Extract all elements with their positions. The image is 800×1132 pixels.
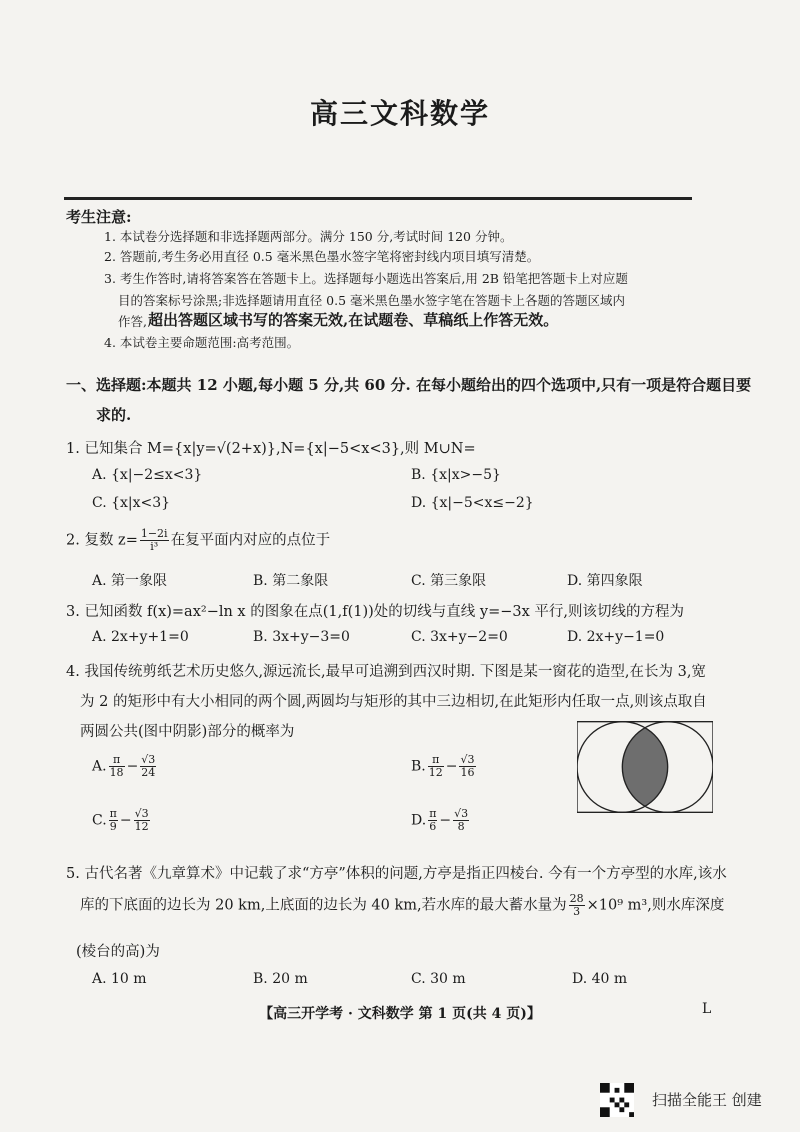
page-footer: 【高三开学考 · 文科数学 第 1 页(共 4 页)】 [259,1006,541,1022]
notice-item-3-cont2: 作答, [118,314,147,329]
qr-code-icon [600,1083,634,1117]
section-heading-cont: 求的. [96,406,132,424]
option-a-fraction-1 [109,754,125,779]
option-c-den-2: 12 [134,820,149,833]
question-2-suffix: 在复平面内对应的点位于 [170,532,331,549]
question-5-option-b: B. 20 m [253,971,308,987]
question-4-option-b-label: B. [411,758,426,775]
question-2-option-a: A. 第一象限 [92,573,168,589]
question-5-fraction [569,893,585,918]
question-2-prefix: 2. 复数 z= [66,532,138,549]
question-3-option-b: B. 3x+y−3=0 [253,629,350,645]
question-5-line-2b: ×10⁹ m³,则水库深度 [586,897,725,914]
question-3-stem: 3. 已知函数 f(x)=ax²−ln x 的图象在点(1,f(1))处的切线与直线 y=−3x 平行,则该切线的方程为 [66,604,684,620]
question-5-line-2a: 库的下底面的边长为 20 km,上底面的边长为 40 km,若水库的最大蓄水量为 [80,897,567,914]
question-5-denominator: 3 [573,905,581,918]
question-2-option-d: D. 第四象限 [567,573,643,589]
option-d-fraction-2 [453,808,469,833]
option-d-fraction-1 [428,808,437,833]
question-3-option-a: A. 2x+y+1=0 [92,629,189,645]
option-c-fraction-1 [109,808,118,833]
question-5-line-1: 5. 古代名著《九章算术》中记载了求“方亭”体积的问题,方亭是指正四棱台. 今有一个方亭型的水库,该水 [66,866,727,882]
corner-mark: L [702,1001,712,1017]
question-4-option-b: B. $\frac{\pi}{12}$ − $\frac{√3}{16}$ [411,753,475,779]
question-4-option-a: A. $\frac{\pi}{18}$ − $\frac{√3}{24}$ [92,753,156,779]
option-d-den-1: 6 [429,820,437,833]
question-2-option-b: B. 第二象限 [253,573,329,589]
notice-item-4: 4. 本试卷主要命题范围:高考范围。 [104,335,300,350]
question-4-option-c: C. $\frac{\pi}{9}$ − $\frac{√3}{12}$ [92,807,149,833]
question-3-option-c: C. 3x+y−2=0 [411,629,508,645]
question-5-option-c: C. 30 m [411,971,466,987]
option-b-den-2: 16 [460,766,475,779]
question-1-option-c: C. {x|x<3} [92,495,171,511]
option-c-fraction-2 [134,808,150,833]
question-4-line-2: 为 2 的矩形中有大小相同的两个圆,两圆均与矩形的其中三边相切,在此矩形内任取一点,则该点取自 [80,694,707,710]
question-4-option-c-label: C. [92,812,107,829]
option-c-root3: √3 [134,807,149,820]
option-d-root3: √3 [454,807,469,820]
option-a-fraction-2 [140,754,156,779]
question-1-option-a: A. {x|−2≤x<3} [92,467,203,483]
option-a-den-1: 18 [109,766,124,779]
question-2-numerator: 1−2i [140,527,168,540]
question-4-line-3: 两圆公共(图中阴影)部分的概率为 [80,724,295,740]
question-2-fraction [140,528,169,553]
option-d-den-2: 8 [457,820,465,833]
question-5-line-3: (棱台的高)为 [76,944,160,960]
question-2-stem [66,528,330,553]
question-5-option-a: A. 10 m [92,971,147,987]
option-a-pi: π [109,754,125,767]
question-1-option-d: D. {x|−5<x≤−2} [411,495,534,511]
option-b-root3: √3 [460,753,475,766]
window-flower-figure [577,721,713,813]
option-a-root3: √3 [141,753,156,766]
option-c-pi: π [109,807,117,820]
question-4-line-1: 4. 我国传统剪纸艺术历史悠久,源远流长,最早可追溯到西汉时期. 下图是某一窗花的造型,在长为 3,宽 [66,664,706,680]
notice-emphasis: 超出答题区域书写的答案无效,在试题卷、草稿纸上作答无效。 [148,311,559,329]
option-a-den-2: 24 [141,766,156,779]
question-5-option-d: D. 40 m [572,971,628,987]
notice-item-3-cont: 目的答案标号涂黑;非选择题请用直径 0.5 毫米黑色墨水签字笔在答题卡上各题的答题区域内 [118,293,626,308]
question-1-option-b: B. {x|x>−5} [411,467,501,483]
notice-heading: 考生注意: [66,208,132,226]
question-4-option-d-label: D. [411,812,427,829]
question-3-option-d: D. 2x+y−1=0 [567,629,665,645]
question-1-stem: 1. 已知集合 M={x|y=√(2+x)},N={x|−5<x<3},则 M∪N= [66,441,476,457]
option-d-pi: π [429,807,437,820]
question-2-option-c: C. 第三象限 [411,573,487,589]
question-2-denominator: i³ [150,540,159,553]
section-heading: 一、选择题:本题共 12 小题,每小题 5 分,共 60 分. 在每小题给出的四个选项中,只有一项是符合题目要 [66,376,752,394]
option-b-den-1: 12 [428,766,443,779]
option-b-fraction-1 [428,754,444,779]
notice-item-3: 3. 考生作答时,请将答案答在答题卡上。选择题每小题选出答案后,用 2B 铅笔把答题卡上对应题 [104,271,628,286]
question-5-numerator: 28 [569,892,584,905]
option-c-den-1: 9 [109,820,117,833]
option-b-pi: π [428,754,444,767]
question-4-option-d: D. $\frac{\pi}{6}$ − $\frac{√3}{8}$ [411,807,469,833]
header-rule [64,197,692,200]
scanner-watermark: 扫描全能王 创建 [652,1091,762,1109]
notice-item-1: 1. 本试卷分选择题和非选择题两部分。满分 150 分,考试时间 120 分钟。 [104,229,513,244]
option-b-fraction-2 [459,754,475,779]
question-5-line-2 [80,893,724,918]
question-4-option-a-label: A. [92,758,107,775]
notice-item-2: 2. 答题前,考生务必用直径 0.5 毫米黑色墨水签字笔将密封线内项目填写清楚。 [104,249,540,264]
page-title: 高三文科数学 [309,97,490,130]
